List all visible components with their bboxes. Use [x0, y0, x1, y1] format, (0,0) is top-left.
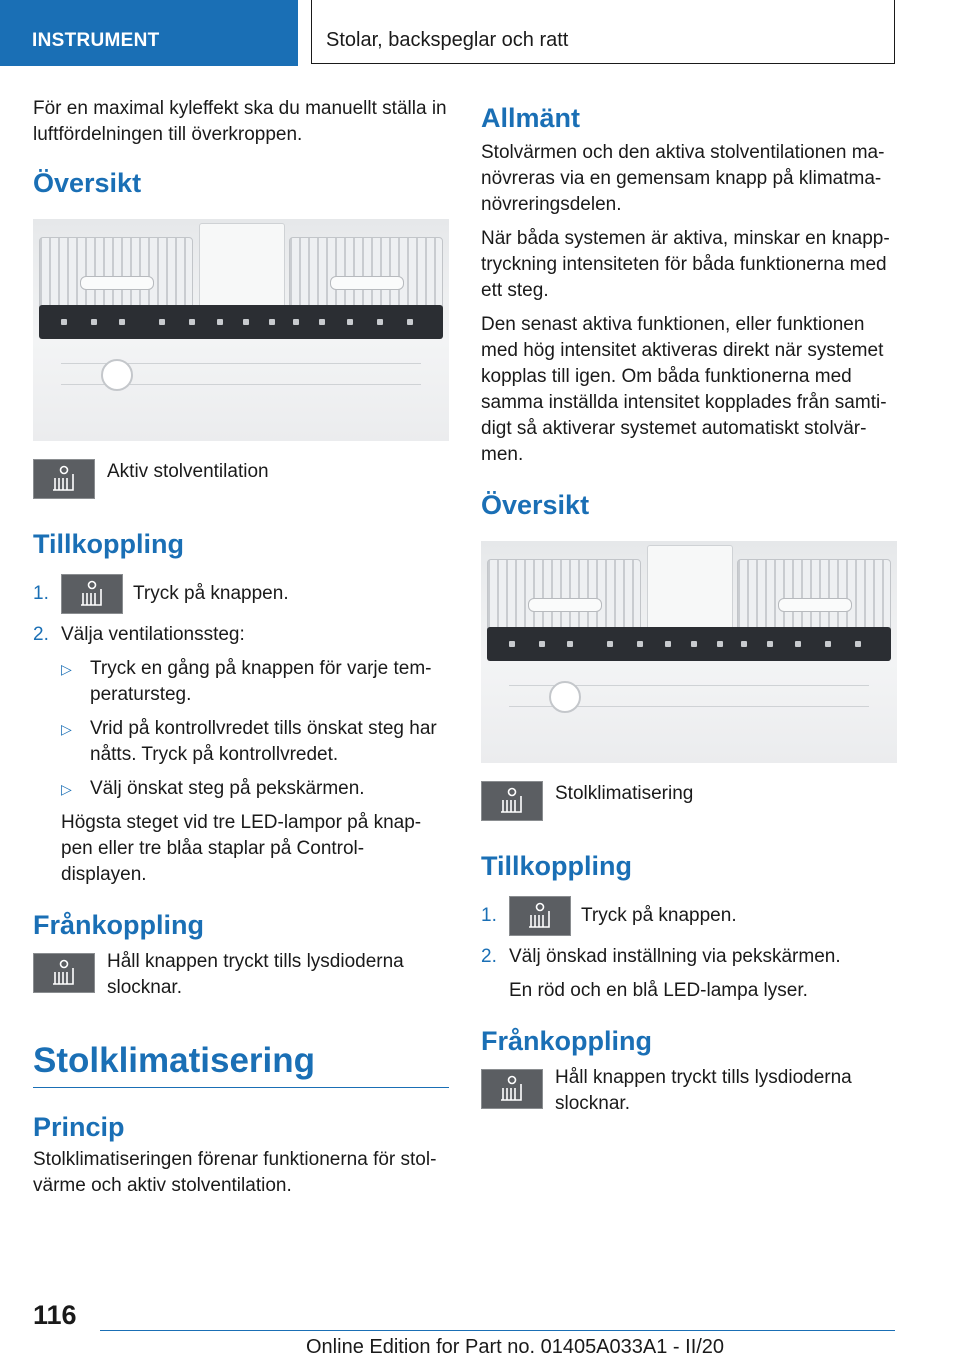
- frankoppling-row: [33, 949, 449, 1001]
- figure-caption: Aktiv stolventilation: [107, 461, 269, 482]
- step-note: En röd och en blå LED-lampa lyser.: [509, 980, 808, 1001]
- step-text: Välja ventilationssteg:: [61, 624, 245, 645]
- legend-row: [33, 459, 449, 499]
- seat-ventilation-icon: [33, 459, 95, 499]
- bullet-item: [61, 716, 449, 768]
- bullet-text: Tryck en gång på knappen för varje tem-peratursteg.: [90, 658, 432, 705]
- footer-edition: Online Edition for Part no. 01405A033A1 - II/20: [306, 1336, 725, 1358]
- bullet-text: Välj önskat steg på pekskärmen.: [90, 778, 365, 799]
- step-text: Tryck på knappen.: [133, 583, 289, 604]
- allmant-paragraph: När båda systemen är aktiva, minskar en knapp-tryckning intensiteten för båda funktionerna med ett steg.: [481, 228, 890, 301]
- allmant-paragraph: Stolvärmen och den aktiva stolventilationen ma-növreras via en gemensam knapp på klimatma-növreringsdelen.: [481, 142, 885, 215]
- triangle-bullet-icon: ▷: [61, 721, 72, 737]
- page-number: 116: [33, 1300, 77, 1330]
- allmant-paragraph: Den senast aktiva funktionen, eller funktionen med hög intensitet aktiveras direkt när systemet kopplas till igen. Om båda funktionerna med samma inställda intensitet kopplades från samti-digt så aktiverar systemet automatiskt stolvär-men.: [481, 314, 887, 465]
- heading-oversikt: Översikt: [481, 490, 590, 520]
- control-knob: [101, 359, 133, 391]
- legend-row: [481, 781, 897, 821]
- frankoppling-text: Håll knappen tryckt tills lysdioderna slocknar.: [107, 951, 404, 998]
- heading-tillkoppling: Tillkoppling: [481, 851, 632, 881]
- figure-caption: Stolklimatisering: [555, 783, 694, 804]
- heading-tillkoppling: Tillkoppling: [33, 529, 184, 559]
- left-column: [33, 96, 449, 1207]
- display-unit: [647, 545, 733, 639]
- step-number: 1.: [33, 583, 49, 604]
- control-button-row: [39, 305, 443, 339]
- step-2: [481, 944, 897, 970]
- figure-climate-panel: [481, 541, 897, 763]
- right-column: [481, 103, 897, 1117]
- header-section-tab: [0, 0, 298, 66]
- princip-text: Stolklimatiseringen förenar funktionerna för stol-värme och aktiv stolventilation.: [33, 1149, 437, 1196]
- control-knob: [549, 681, 581, 713]
- intro-text: För en maximal kyleffekt ska du manuellt ställa in luftfördelningen till överkroppen.: [33, 98, 447, 145]
- seat-climate-icon: [481, 1069, 543, 1109]
- footer-rule: [100, 1330, 895, 1331]
- bullet-item: [61, 656, 449, 708]
- section-rule: [33, 1087, 449, 1088]
- bullet-text: Vrid på kontrollvredet tills önskat steg har nåtts. Tryck på kontrollvredet.: [90, 718, 437, 765]
- triangle-bullet-icon: ▷: [61, 781, 72, 797]
- display-unit: [199, 223, 285, 317]
- heading-oversikt: Översikt: [33, 168, 142, 198]
- step-number: 1.: [481, 905, 497, 926]
- step-number: 2.: [481, 946, 497, 967]
- step-text: Välj önskad inställning via pekskärmen.: [509, 946, 841, 967]
- bullet-item: [61, 776, 449, 802]
- step-text: Tryck på knappen.: [581, 905, 737, 926]
- step-note: Högsta steget vid tre LED-lampor på knap-pen eller tre blåa staplar på Control-displayen.: [61, 812, 422, 885]
- seat-climate-icon: [481, 781, 543, 821]
- step-2: [33, 622, 449, 648]
- step-number: 2.: [33, 624, 49, 645]
- header-section-label: INSTRUMENT: [32, 30, 160, 51]
- header-chapter-label: Stolar, backspeglar och ratt: [326, 29, 569, 51]
- control-button-row: [487, 627, 891, 661]
- frankoppling-text: Håll knappen tryckt tills lysdioderna slocknar.: [555, 1067, 852, 1114]
- seat-ventilation-icon: [33, 953, 95, 993]
- figure-climate-panel: [33, 219, 449, 441]
- step-1: [33, 574, 449, 614]
- frankoppling-row: [481, 1065, 897, 1117]
- header-chapter-box: [311, 0, 895, 64]
- heading-frankoppling: Frånkoppling: [33, 910, 204, 940]
- heading-allmant: Allmänt: [481, 103, 581, 133]
- heading-frankoppling: Frånkoppling: [481, 1026, 652, 1056]
- step-1: [481, 896, 897, 936]
- heading-princip: Princip: [33, 1112, 125, 1142]
- seat-climate-icon: [509, 896, 571, 936]
- heading-stolklimatisering: Stolklimatisering: [33, 1041, 316, 1080]
- seat-ventilation-icon: [61, 574, 123, 614]
- triangle-bullet-icon: ▷: [61, 661, 72, 677]
